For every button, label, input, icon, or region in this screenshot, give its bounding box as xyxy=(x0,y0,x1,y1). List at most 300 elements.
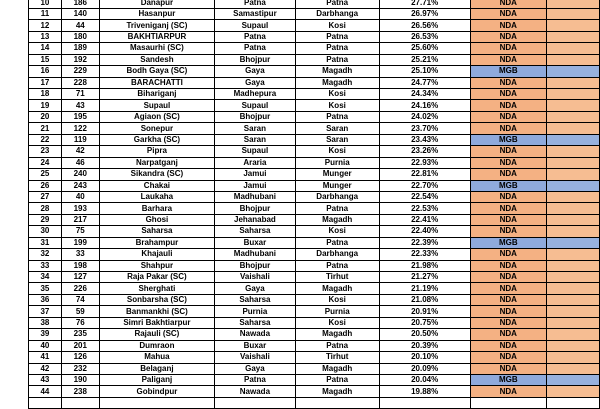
alliance-cell: NDA xyxy=(470,191,546,202)
percentage-cell: 22.54% xyxy=(379,191,470,202)
table-row xyxy=(29,306,600,317)
constituency-cell: Garkha (SC) xyxy=(99,134,214,145)
seat-number-cell: 76 xyxy=(61,317,99,328)
district-cell: Gaya xyxy=(215,283,296,294)
serial-cell: 42 xyxy=(29,363,62,374)
percentage-cell: 20.50% xyxy=(379,329,470,340)
alliance-cell: MGB xyxy=(470,374,546,385)
seat-number-cell: 33 xyxy=(61,249,99,260)
district-cell: Bhojpur xyxy=(215,260,296,271)
serial-cell: 44 xyxy=(29,386,62,397)
constituency-cell: Sherghati xyxy=(99,283,214,294)
serial-cell: 30 xyxy=(29,226,62,237)
alliance-cell: NDA xyxy=(470,0,546,8)
constituency-cell: Rajauli (SC) xyxy=(99,329,214,340)
constituency-cell: Supaul xyxy=(99,100,214,111)
table-row xyxy=(29,169,600,180)
clipped-color-cell xyxy=(547,0,600,8)
constituency-cell: Dumraon xyxy=(99,340,214,351)
table-row xyxy=(29,352,600,363)
percentage-cell: 20.04% xyxy=(379,374,470,385)
division-cell: Darbhanga xyxy=(295,8,379,19)
district-cell: Gaya xyxy=(215,77,296,88)
district-cell: Saran xyxy=(215,123,296,134)
clipped-color-cell xyxy=(547,352,600,363)
percentage-cell: 20.75% xyxy=(379,317,470,328)
district-cell: Saharsa xyxy=(215,317,296,328)
seat-number-cell: 126 xyxy=(61,352,99,363)
division-cell: Munger xyxy=(295,180,379,191)
percentage-cell: 21.08% xyxy=(379,294,470,305)
table-body xyxy=(29,0,600,409)
percentage-cell: 21.19% xyxy=(379,283,470,294)
division-cell: Magadh xyxy=(295,214,379,225)
alliance-cell: NDA xyxy=(470,249,546,260)
constituency-cell: Bihariganj xyxy=(99,89,214,100)
clipped-color-cell xyxy=(547,294,600,305)
constituency-cell: Barhara xyxy=(99,203,214,214)
constituency-cell: Sandesh xyxy=(99,54,214,65)
district-cell: Madhubani xyxy=(215,249,296,260)
constituency-cell: Paliganj xyxy=(99,374,214,385)
serial-cell: 38 xyxy=(29,317,62,328)
division-cell: Darbhanga xyxy=(295,249,379,260)
district-cell: Nawada xyxy=(215,386,296,397)
clipped-color-cell xyxy=(547,283,600,294)
serial-cell: 34 xyxy=(29,272,62,283)
district-cell: Patna xyxy=(215,374,296,385)
clipped-color-cell xyxy=(547,54,600,65)
table-row xyxy=(29,317,600,328)
percentage-cell: 21.27% xyxy=(379,272,470,283)
table-row xyxy=(29,214,600,225)
table-row xyxy=(29,283,600,294)
clipped-color-cell xyxy=(547,374,600,385)
percentage-cell: 22.40% xyxy=(379,226,470,237)
constituency-cell: Shahpur xyxy=(99,260,214,271)
district-cell: Bhojpur xyxy=(215,203,296,214)
constituency-cell: Sonbarsha (SC) xyxy=(99,294,214,305)
district-cell: Gaya xyxy=(215,66,296,77)
percentage-cell: 22.81% xyxy=(379,169,470,180)
division-cell: Patna xyxy=(295,0,379,8)
division-cell: Patna xyxy=(295,237,379,248)
clipped-color-cell xyxy=(547,123,600,134)
table-row xyxy=(29,226,600,237)
district-cell: Madhubani xyxy=(215,191,296,202)
seat-number-cell: 122 xyxy=(61,123,99,134)
alliance-cell: MGB xyxy=(470,66,546,77)
table-row xyxy=(29,134,600,145)
district-cell: Bhojpur xyxy=(215,111,296,122)
constituency-cell: Narpatganj xyxy=(99,157,214,168)
alliance-cell: NDA xyxy=(470,157,546,168)
serial-cell: 33 xyxy=(29,260,62,271)
alliance-cell: NDA xyxy=(470,146,546,157)
table-row xyxy=(29,77,600,88)
serial-cell: 25 xyxy=(29,169,62,180)
constituency-cell: Sikandra (SC) xyxy=(99,169,214,180)
alliance-cell: NDA xyxy=(470,317,546,328)
district-cell: Supaul xyxy=(215,20,296,31)
division-cell: Patna xyxy=(295,203,379,214)
empty-cell xyxy=(379,397,470,408)
table-row xyxy=(29,294,600,305)
district-cell: Jehanabad xyxy=(215,214,296,225)
percentage-cell: 20.09% xyxy=(379,363,470,374)
constituency-cell: Raja Pakar (SC) xyxy=(99,272,214,283)
empty-cell xyxy=(215,397,296,408)
division-cell: Magadh xyxy=(295,363,379,374)
division-cell: Purnia xyxy=(295,157,379,168)
alliance-cell: NDA xyxy=(470,329,546,340)
district-cell: Jamui xyxy=(215,169,296,180)
clipped-color-cell xyxy=(547,386,600,397)
division-cell: Magadh xyxy=(295,77,379,88)
percentage-cell: 24.16% xyxy=(379,100,470,111)
percentage-cell: 26.53% xyxy=(379,31,470,42)
table-row xyxy=(29,20,600,31)
alliance-cell: NDA xyxy=(470,363,546,374)
serial-cell: 19 xyxy=(29,100,62,111)
district-cell: Patna xyxy=(215,0,296,8)
district-cell: Samastipur xyxy=(215,8,296,19)
division-cell: Patna xyxy=(295,31,379,42)
alliance-cell: NDA xyxy=(470,89,546,100)
district-cell: Patna xyxy=(215,43,296,54)
alliance-cell: MGB xyxy=(470,134,546,145)
percentage-cell: 26.97% xyxy=(379,8,470,19)
serial-cell: 39 xyxy=(29,329,62,340)
division-cell: Patna xyxy=(295,260,379,271)
serial-cell: 32 xyxy=(29,249,62,260)
serial-cell: 27 xyxy=(29,191,62,202)
serial-cell: 15 xyxy=(29,54,62,65)
seat-number-cell: 189 xyxy=(61,43,99,54)
division-cell: Magadh xyxy=(295,66,379,77)
district-cell: Buxar xyxy=(215,340,296,351)
constituency-cell: BAKHTIARPUR xyxy=(99,31,214,42)
percentage-cell: 20.10% xyxy=(379,352,470,363)
seat-number-cell: 46 xyxy=(61,157,99,168)
table-row xyxy=(29,111,600,122)
seat-number-cell: 193 xyxy=(61,203,99,214)
division-cell: Magadh xyxy=(295,386,379,397)
alliance-cell: NDA xyxy=(470,203,546,214)
percentage-cell: 22.33% xyxy=(379,249,470,260)
district-cell: Supaul xyxy=(215,146,296,157)
table-row xyxy=(29,43,600,54)
seat-number-cell: 42 xyxy=(61,146,99,157)
clipped-color-cell xyxy=(547,157,600,168)
division-cell: Purnia xyxy=(295,306,379,317)
alliance-cell: MGB xyxy=(470,180,546,191)
table-row xyxy=(29,146,600,157)
seat-number-cell: 43 xyxy=(61,100,99,111)
seat-number-cell: 217 xyxy=(61,214,99,225)
table-row xyxy=(29,374,600,385)
constituency-cell: BARACHATTI xyxy=(99,77,214,88)
percentage-cell: 23.26% xyxy=(379,146,470,157)
division-cell: Tirhut xyxy=(295,352,379,363)
clipped-color-cell xyxy=(547,317,600,328)
alliance-cell: NDA xyxy=(470,31,546,42)
percentage-cell: 20.39% xyxy=(379,340,470,351)
clipped-color-cell xyxy=(547,237,600,248)
clipped-color-cell xyxy=(547,363,600,374)
district-cell: Vaishali xyxy=(215,352,296,363)
district-cell: Bhojpur xyxy=(215,54,296,65)
table-row xyxy=(29,100,600,111)
table-row xyxy=(29,260,600,271)
serial-cell: 18 xyxy=(29,89,62,100)
seat-number-cell: 229 xyxy=(61,66,99,77)
percentage-cell: 22.39% xyxy=(379,237,470,248)
table-row xyxy=(29,157,600,168)
seat-number-cell: 232 xyxy=(61,363,99,374)
clipped-color-cell xyxy=(547,180,600,191)
division-cell: Kosi xyxy=(295,226,379,237)
seat-number-cell: 190 xyxy=(61,374,99,385)
constituency-cell: Bodh Gaya (SC) xyxy=(99,66,214,77)
division-cell: Munger xyxy=(295,169,379,180)
alliance-cell: NDA xyxy=(470,54,546,65)
seat-number-cell: 201 xyxy=(61,340,99,351)
seat-number-cell: 44 xyxy=(61,20,99,31)
alliance-cell: NDA xyxy=(470,100,546,111)
serial-cell: 14 xyxy=(29,43,62,54)
serial-cell: 37 xyxy=(29,306,62,317)
division-cell: Magadh xyxy=(295,329,379,340)
table-row xyxy=(29,54,600,65)
percentage-cell: 24.77% xyxy=(379,77,470,88)
percentage-cell: 19.88% xyxy=(379,386,470,397)
clipped-color-cell xyxy=(547,20,600,31)
constituency-cell: Danapur xyxy=(99,0,214,8)
seat-number-cell: 235 xyxy=(61,329,99,340)
serial-cell: 35 xyxy=(29,283,62,294)
seat-number-cell: 40 xyxy=(61,191,99,202)
table-row xyxy=(29,203,600,214)
constituency-cell: Saharsa xyxy=(99,226,214,237)
constituency-cell: Belaganj xyxy=(99,363,214,374)
table-row xyxy=(29,123,600,134)
constituency-cell: Pipra xyxy=(99,146,214,157)
constituency-cell: Sonepur xyxy=(99,123,214,134)
constituency-cell: Agiaon (SC) xyxy=(99,111,214,122)
seat-number-cell: 195 xyxy=(61,111,99,122)
division-cell: Kosi xyxy=(295,294,379,305)
clipped-color-cell xyxy=(547,89,600,100)
district-cell: Nawada xyxy=(215,329,296,340)
table-row xyxy=(29,180,600,191)
percentage-cell: 25.60% xyxy=(379,43,470,54)
constituency-cell: Hasanpur xyxy=(99,8,214,19)
clipped-color-cell xyxy=(547,340,600,351)
table-row xyxy=(29,237,600,248)
constituency-cell: Masaurhi (SC) xyxy=(99,43,214,54)
percentage-cell: 22.70% xyxy=(379,180,470,191)
division-cell: Tirhut xyxy=(295,272,379,283)
alliance-cell: NDA xyxy=(470,272,546,283)
clipped-color-cell xyxy=(547,249,600,260)
percentage-cell: 24.34% xyxy=(379,89,470,100)
seat-number-cell: 74 xyxy=(61,294,99,305)
empty-cell xyxy=(99,397,214,408)
district-cell: Vaishali xyxy=(215,272,296,283)
empty-cell xyxy=(29,397,62,408)
clipped-color-cell xyxy=(547,31,600,42)
alliance-cell: NDA xyxy=(470,283,546,294)
division-cell: Kosi xyxy=(295,89,379,100)
constituency-cell: Gobindpur xyxy=(99,386,214,397)
clipped-color-cell xyxy=(547,146,600,157)
constituency-cell: Ghosi xyxy=(99,214,214,225)
seat-number-cell: 75 xyxy=(61,226,99,237)
division-cell: Patna xyxy=(295,374,379,385)
division-cell: Kosi xyxy=(295,20,379,31)
clipped-color-cell xyxy=(547,191,600,202)
alliance-cell: NDA xyxy=(470,214,546,225)
division-cell: Saran xyxy=(295,134,379,145)
table-row xyxy=(29,191,600,202)
alliance-cell: NDA xyxy=(470,8,546,19)
clipped-color-cell xyxy=(547,66,600,77)
table-row-partial xyxy=(29,397,600,408)
district-cell: Saharsa xyxy=(215,294,296,305)
empty-cell xyxy=(61,397,99,408)
district-cell: Patna xyxy=(215,31,296,42)
serial-cell: 17 xyxy=(29,77,62,88)
seat-number-cell: 119 xyxy=(61,134,99,145)
percentage-cell: 26.56% xyxy=(379,20,470,31)
constituency-cell: Khajauli xyxy=(99,249,214,260)
constituency-table xyxy=(28,0,600,409)
clipped-color-cell xyxy=(547,77,600,88)
clipped-color-cell xyxy=(547,43,600,54)
clipped-color-cell xyxy=(547,203,600,214)
percentage-cell: 24.02% xyxy=(379,111,470,122)
clipped-color-cell xyxy=(547,8,600,19)
constituency-cell: Simri Bakhtiarpur xyxy=(99,317,214,328)
clipped-color-cell xyxy=(547,329,600,340)
district-cell: Saran xyxy=(215,134,296,145)
alliance-cell: NDA xyxy=(470,169,546,180)
division-cell: Patna xyxy=(295,54,379,65)
percentage-cell: 23.43% xyxy=(379,134,470,145)
alliance-cell: NDA xyxy=(470,352,546,363)
alliance-cell: NDA xyxy=(470,226,546,237)
empty-cell xyxy=(470,397,546,408)
seat-number-cell: 228 xyxy=(61,77,99,88)
alliance-cell: NDA xyxy=(470,340,546,351)
division-cell: Magadh xyxy=(295,283,379,294)
constituency-cell: Banmankhi (SC) xyxy=(99,306,214,317)
division-cell: Kosi xyxy=(295,146,379,157)
table-row xyxy=(29,329,600,340)
percentage-cell: 22.53% xyxy=(379,203,470,214)
district-cell: Saharsa xyxy=(215,226,296,237)
division-cell: Patna xyxy=(295,43,379,54)
district-cell: Buxar xyxy=(215,237,296,248)
table-row xyxy=(29,272,600,283)
table-row xyxy=(29,386,600,397)
division-cell: Patna xyxy=(295,340,379,351)
table-row xyxy=(29,31,600,42)
constituency-cell: Mahua xyxy=(99,352,214,363)
constituency-cell: Chakai xyxy=(99,180,214,191)
table-row xyxy=(29,0,600,8)
clipped-color-cell xyxy=(547,272,600,283)
table-row xyxy=(29,8,600,19)
serial-cell: 10 xyxy=(29,0,62,8)
table-row xyxy=(29,249,600,260)
serial-cell: 23 xyxy=(29,146,62,157)
serial-cell: 12 xyxy=(29,20,62,31)
empty-cell xyxy=(547,397,600,408)
division-cell: Saran xyxy=(295,123,379,134)
serial-cell: 22 xyxy=(29,134,62,145)
clipped-color-cell xyxy=(547,111,600,122)
percentage-cell: 25.10% xyxy=(379,66,470,77)
seat-number-cell: 71 xyxy=(61,89,99,100)
constituency-cell: Laukaha xyxy=(99,191,214,202)
alliance-cell: NDA xyxy=(470,43,546,54)
clipped-color-cell xyxy=(547,226,600,237)
alliance-cell: NDA xyxy=(470,306,546,317)
seat-number-cell: 243 xyxy=(61,180,99,191)
district-cell: Gaya xyxy=(215,363,296,374)
district-cell: Jamui xyxy=(215,180,296,191)
percentage-cell: 22.41% xyxy=(379,214,470,225)
serial-cell: 36 xyxy=(29,294,62,305)
serial-cell: 13 xyxy=(29,31,62,42)
seat-number-cell: 140 xyxy=(61,8,99,19)
percentage-cell: 25.21% xyxy=(379,54,470,65)
clipped-color-cell xyxy=(547,169,600,180)
alliance-cell: NDA xyxy=(470,77,546,88)
percentage-cell: 20.91% xyxy=(379,306,470,317)
division-cell: Kosi xyxy=(295,317,379,328)
percentage-cell: 27.71% xyxy=(379,0,470,8)
serial-cell: 21 xyxy=(29,123,62,134)
alliance-cell: MGB xyxy=(470,237,546,248)
division-cell: Kosi xyxy=(295,100,379,111)
seat-number-cell: 180 xyxy=(61,31,99,42)
table-row xyxy=(29,66,600,77)
seat-number-cell: 240 xyxy=(61,169,99,180)
table-row xyxy=(29,89,600,100)
district-cell: Supaul xyxy=(215,100,296,111)
serial-cell: 41 xyxy=(29,352,62,363)
percentage-cell: 23.70% xyxy=(379,123,470,134)
district-cell: Madhepura xyxy=(215,89,296,100)
district-cell: Purnia xyxy=(215,306,296,317)
serial-cell: 20 xyxy=(29,111,62,122)
alliance-cell: NDA xyxy=(470,386,546,397)
serial-cell: 11 xyxy=(29,8,62,19)
serial-cell: 26 xyxy=(29,180,62,191)
division-cell: Patna xyxy=(295,111,379,122)
table-row xyxy=(29,340,600,351)
seat-number-cell: 198 xyxy=(61,260,99,271)
alliance-cell: NDA xyxy=(470,260,546,271)
empty-cell xyxy=(295,397,379,408)
constituency-cell: Brahampur xyxy=(99,237,214,248)
alliance-cell: NDA xyxy=(470,111,546,122)
clipped-color-cell xyxy=(547,214,600,225)
serial-cell: 43 xyxy=(29,374,62,385)
